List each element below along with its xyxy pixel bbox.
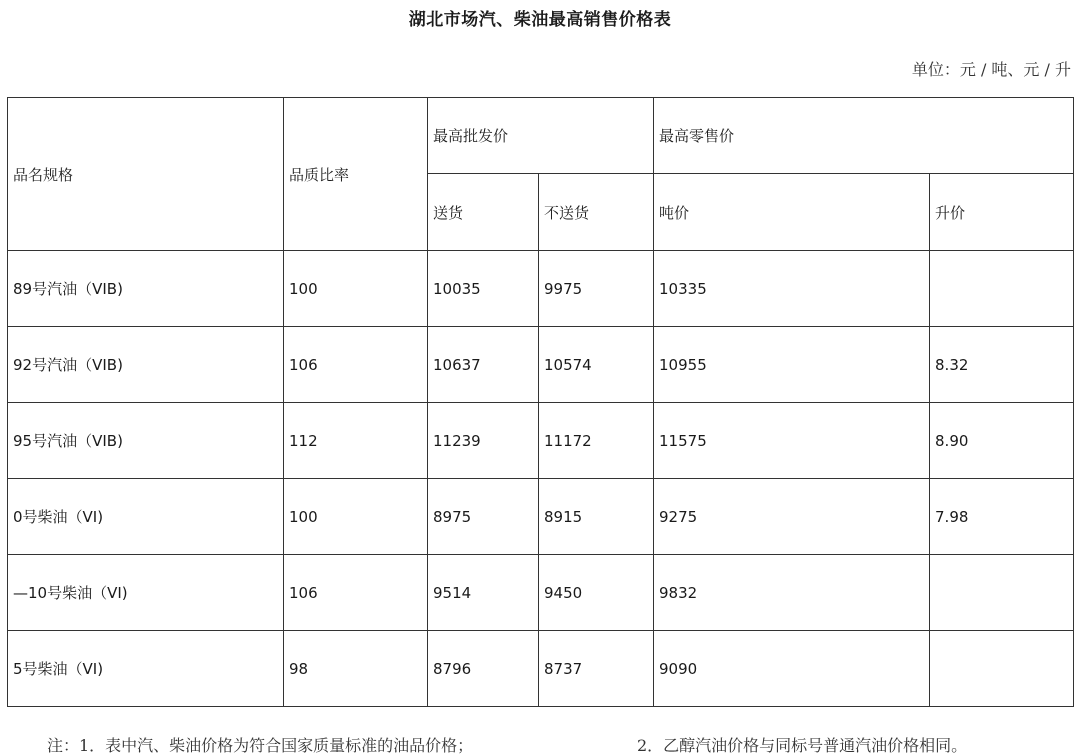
header-max-retail: 最高零售价 xyxy=(654,98,1074,174)
cell-delivered: 8975 xyxy=(428,479,539,555)
cell-name-spec: 89号汽油（VIB) xyxy=(8,251,284,327)
cell-name-spec: 5号柴油（VI) xyxy=(8,631,284,707)
cell-not-delivered: 11172 xyxy=(539,403,654,479)
cell-not-delivered: 9975 xyxy=(539,251,654,327)
cell-per-liter xyxy=(930,631,1074,707)
cell-not-delivered: 10574 xyxy=(539,327,654,403)
cell-per-liter: 7.98 xyxy=(930,479,1074,555)
cell-per-liter xyxy=(930,251,1074,327)
cell-delivered: 10035 xyxy=(428,251,539,327)
header-name-spec: 品名规格 xyxy=(8,98,284,251)
document-title: 湖北市场汽、柴油最高销售价格表 xyxy=(408,10,672,30)
cell-per-liter xyxy=(930,555,1074,631)
header-per-liter: 升价 xyxy=(930,174,1074,251)
cell-quality-ratio: 100 xyxy=(284,251,428,327)
cell-per-ton: 9090 xyxy=(654,631,930,707)
cell-quality-ratio: 106 xyxy=(284,327,428,403)
cell-quality-ratio: 98 xyxy=(284,631,428,707)
cell-delivered: 9514 xyxy=(428,555,539,631)
cell-quality-ratio: 112 xyxy=(284,403,428,479)
header-max-wholesale: 最高批发价 xyxy=(428,98,654,174)
cell-not-delivered: 8737 xyxy=(539,631,654,707)
cell-per-liter: 8.90 xyxy=(930,403,1074,479)
header-not-delivered: 不送货 xyxy=(539,174,654,251)
cell-name-spec: —10号柴油（VI) xyxy=(8,555,284,631)
cell-name-spec: 0号柴油（VI) xyxy=(8,479,284,555)
table-row xyxy=(8,251,1074,327)
table-row xyxy=(8,555,1074,631)
table-row xyxy=(8,479,1074,555)
cell-per-ton: 10955 xyxy=(654,327,930,403)
cell-name-spec: 95号汽油（VIB) xyxy=(8,403,284,479)
header-quality-ratio: 品质比率 xyxy=(284,98,428,251)
cell-delivered: 10637 xyxy=(428,327,539,403)
table-row xyxy=(8,631,1074,707)
cell-per-ton: 11575 xyxy=(654,403,930,479)
footnote-1: 注：1．表中汽、柴油价格为符合国家质量标准的油品价格； xyxy=(47,736,474,755)
unit-label: 单位：元 / 吨、元 / 升 xyxy=(911,60,1071,79)
table-row xyxy=(8,327,1074,403)
header-delivered: 送货 xyxy=(428,174,539,251)
cell-not-delivered: 8915 xyxy=(539,479,654,555)
table-row xyxy=(8,403,1074,479)
cell-quality-ratio: 106 xyxy=(284,555,428,631)
cell-delivered: 8796 xyxy=(428,631,539,707)
cell-per-ton: 10335 xyxy=(654,251,930,327)
header-row-1 xyxy=(8,98,1074,174)
cell-delivered: 11239 xyxy=(428,403,539,479)
footnote-2: 2．乙醇汽油价格与同标号普通汽油价格相同。 xyxy=(637,736,968,755)
cell-per-ton: 9832 xyxy=(654,555,930,631)
cell-not-delivered: 9450 xyxy=(539,555,654,631)
header-per-ton: 吨价 xyxy=(654,174,930,251)
price-table-body xyxy=(8,98,1074,707)
price-table xyxy=(7,97,1074,707)
cell-per-ton: 9275 xyxy=(654,479,930,555)
cell-quality-ratio: 100 xyxy=(284,479,428,555)
cell-per-liter: 8.32 xyxy=(930,327,1074,403)
cell-name-spec: 92号汽油（VIB) xyxy=(8,327,284,403)
